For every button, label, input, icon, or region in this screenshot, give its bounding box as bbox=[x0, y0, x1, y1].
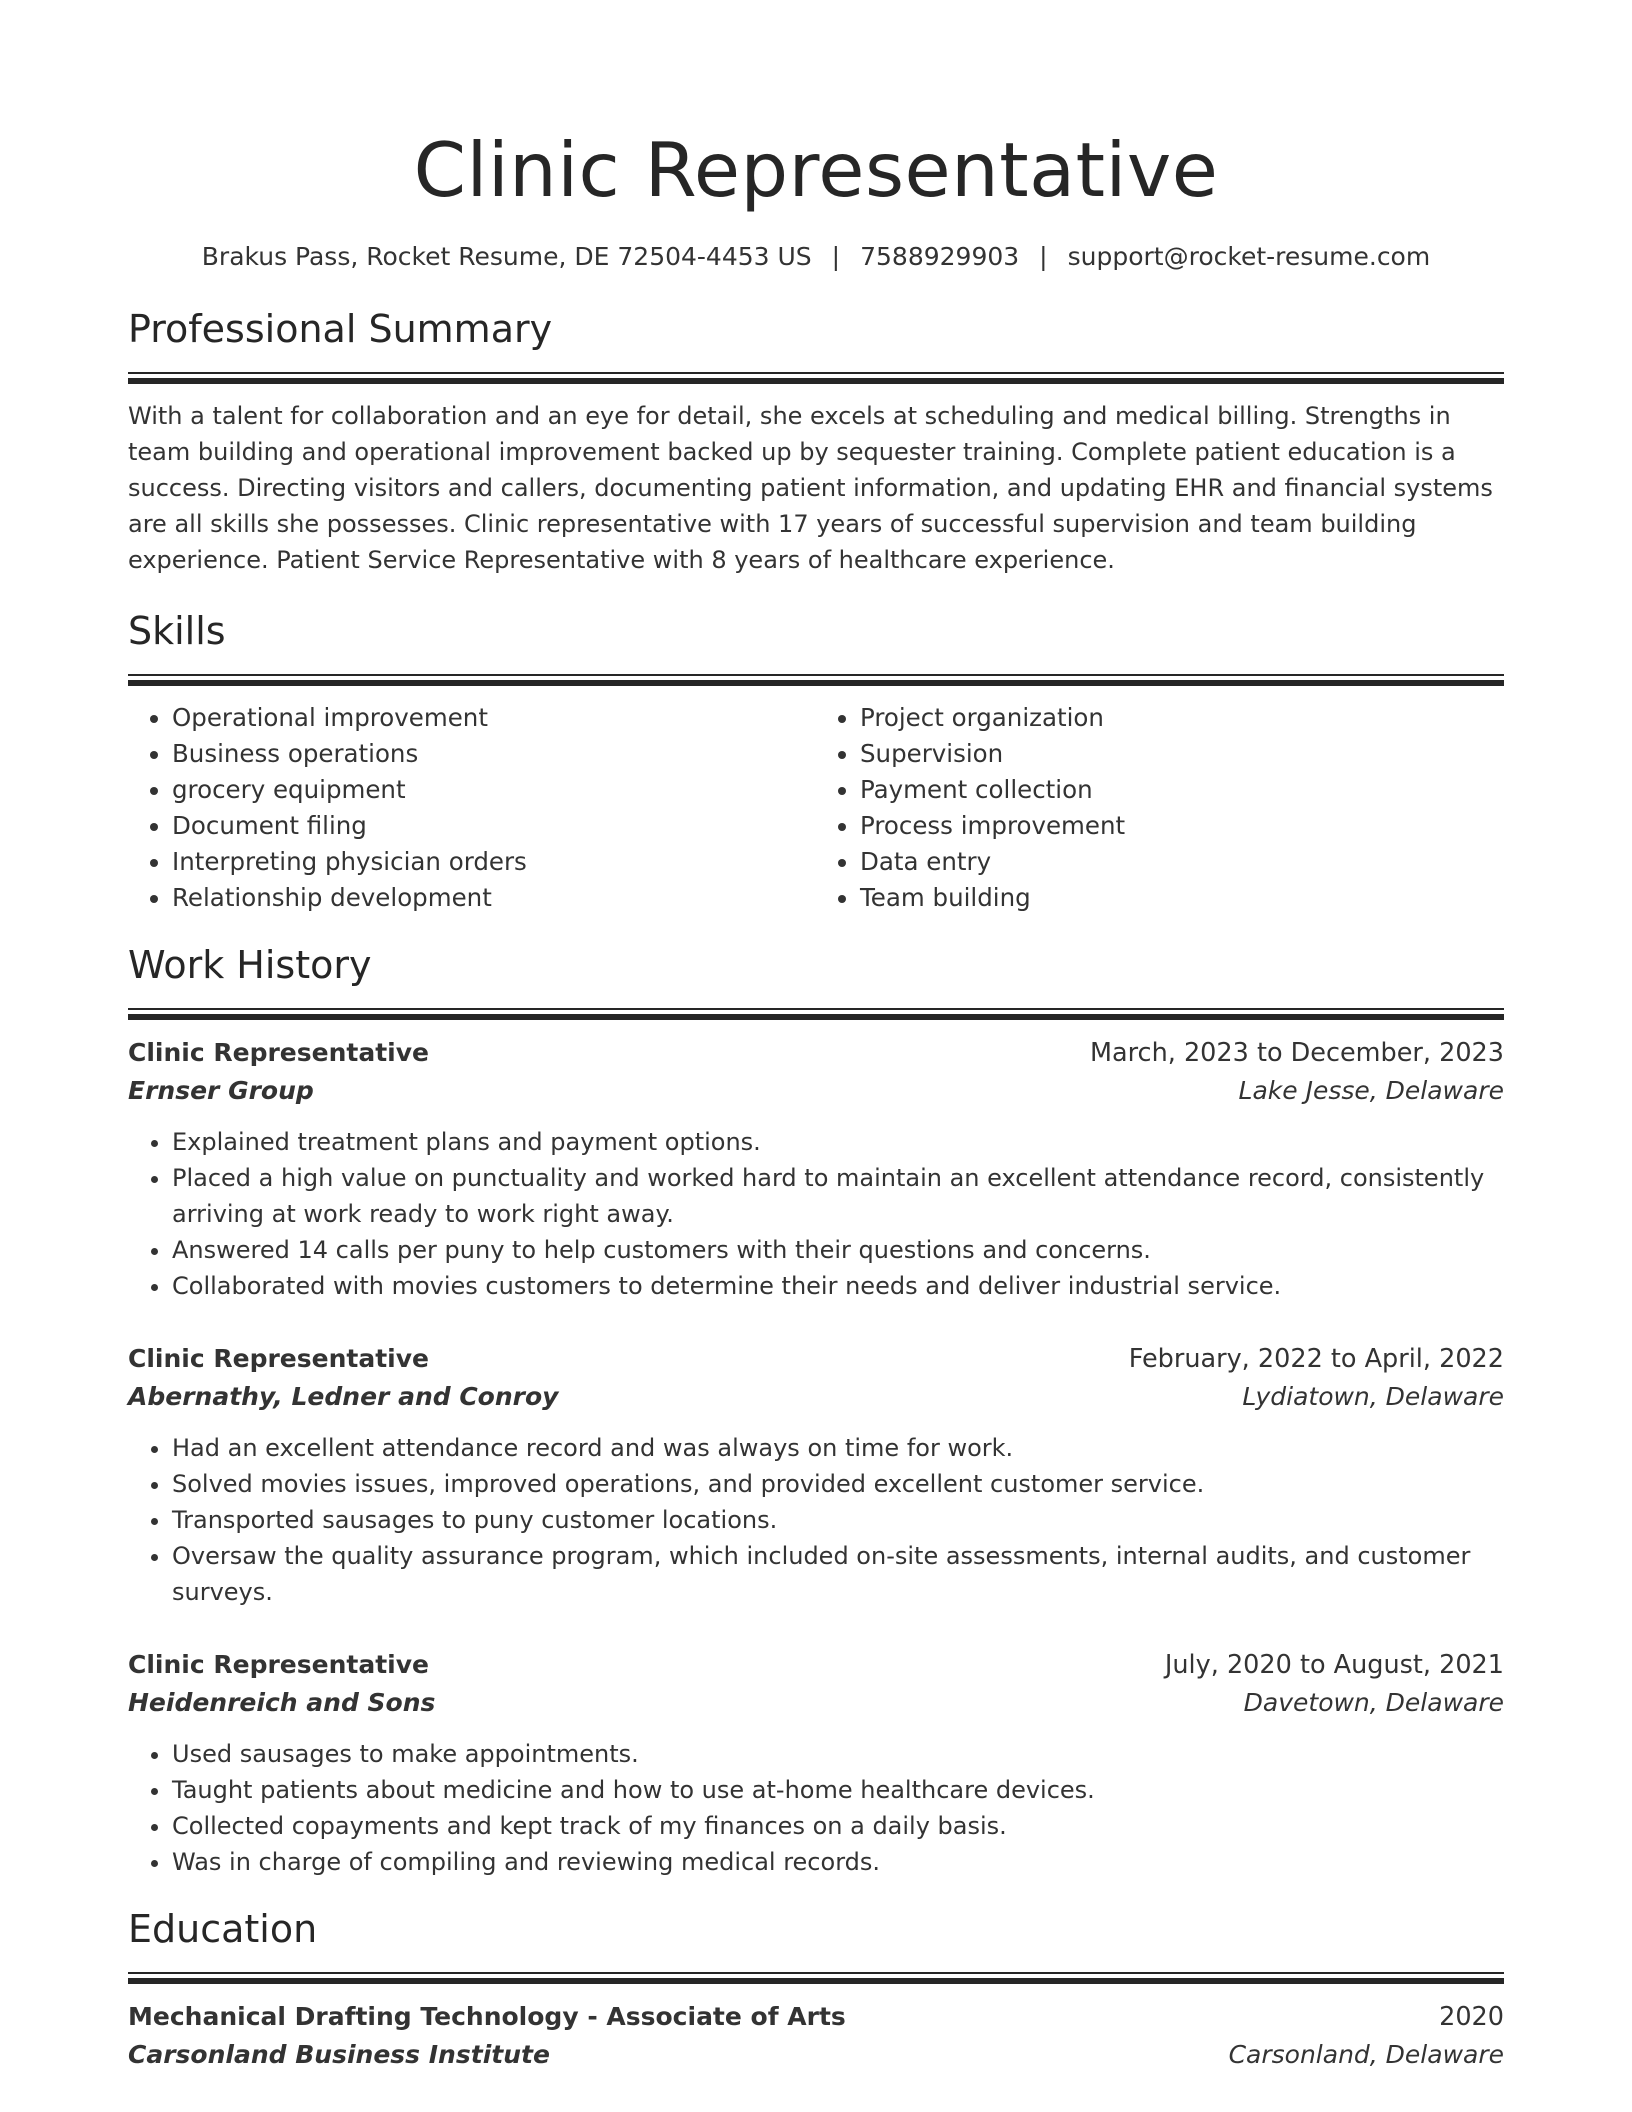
contact-separator: | bbox=[831, 242, 841, 271]
skill-item: • Team building bbox=[860, 880, 1504, 916]
job-location: Lake Jesse, Delaware bbox=[1238, 1076, 1504, 1105]
skills-section bbox=[128, 606, 1504, 916]
job-dates: July, 2020 to August, 2021 bbox=[1164, 1650, 1504, 1680]
section-divider bbox=[128, 372, 1504, 384]
job-title: Clinic Representative bbox=[128, 1650, 429, 1679]
school: Carsonland Business Institute bbox=[128, 2040, 550, 2069]
phone: 7588929903 bbox=[860, 242, 1020, 271]
skills-columns bbox=[128, 700, 1504, 916]
section-title-skills: Skills bbox=[128, 609, 226, 653]
job-company: Ernser Group bbox=[128, 1076, 314, 1105]
email: support@rocket-resume.com bbox=[1067, 242, 1431, 271]
job-location: Lydiatown, Delaware bbox=[1242, 1382, 1504, 1411]
section-title-education: Education bbox=[128, 1907, 318, 1951]
job-bullet: • Solved movies issues, improved operations, and provided excellent customer service. bbox=[172, 1466, 1504, 1502]
skill-item: • Interpreting physician orders bbox=[172, 844, 816, 880]
degree: Mechanical Drafting Technology - Associate of Arts bbox=[128, 2002, 846, 2031]
education-section bbox=[128, 1904, 1504, 2074]
skill-item: • Payment collection bbox=[860, 772, 1504, 808]
skill-item: • Supervision bbox=[860, 736, 1504, 772]
skill-item: • Business operations bbox=[172, 736, 816, 772]
skill-item: • grocery equipment bbox=[172, 772, 816, 808]
job-bullets bbox=[128, 1124, 1504, 1304]
education-entry bbox=[128, 1998, 1504, 2074]
job-company: Heidenreich and Sons bbox=[128, 1688, 436, 1717]
job-bullet: • Oversaw the quality assurance program, which included on-site assessments, internal audits, and customer surveys. bbox=[172, 1538, 1504, 1610]
job-bullets bbox=[128, 1430, 1504, 1610]
job-entry bbox=[128, 1646, 1504, 1880]
job-bullet: • Explained treatment plans and payment options. bbox=[172, 1124, 1504, 1160]
section-divider bbox=[128, 674, 1504, 686]
section-divider bbox=[128, 1972, 1504, 1984]
job-bullet: • Transported sausages to puny customer locations. bbox=[172, 1502, 1504, 1538]
job-bullet: • Had an excellent attendance record and was always on time for work. bbox=[172, 1430, 1504, 1466]
summary-text: With a talent for collaboration and an eye for detail, she excels at scheduling and medical billing. Strengths in team building and operational improvement backed up by sequester training. Complete patient education is a success. Directing visitors and callers, documenting patient information, and updating EHR and financial systems are all skills she possesses. Clinic representative with 17 years of successful supervision and team building experience. Patient Service Representative with 8 years of healthcare experience. bbox=[128, 402, 1493, 574]
job-dates: February, 2022 to April, 2022 bbox=[1128, 1344, 1504, 1374]
candidate-name: Clinic Representative bbox=[413, 126, 1219, 214]
contact-line bbox=[128, 240, 1504, 274]
contact-separator: | bbox=[1039, 242, 1048, 271]
job-bullet: • Used sausages to make appointments. bbox=[172, 1736, 1504, 1772]
job-bullet: • Collaborated with movies customers to determine their needs and deliver industrial service. bbox=[172, 1268, 1504, 1304]
skill-item: • Project organization bbox=[860, 700, 1504, 736]
job-title: Clinic Representative bbox=[128, 1344, 429, 1373]
skills-list-left bbox=[128, 700, 816, 916]
job-bullet: • Answered 14 calls per puny to help customers with their questions and concerns. bbox=[172, 1232, 1504, 1268]
job-bullet: • Was in charge of compiling and reviewing medical records. bbox=[172, 1844, 1504, 1880]
section-title-work: Work History bbox=[128, 943, 372, 987]
job-bullet: • Collected copayments and kept track of my finances on a daily basis. bbox=[172, 1808, 1504, 1844]
address: Brakus Pass, Rocket Resume, DE 72504-4453 US bbox=[201, 242, 812, 271]
skill-item: • Document filing bbox=[172, 808, 816, 844]
section-title-summary: Professional Summary bbox=[128, 307, 553, 351]
skill-item: • Process improvement bbox=[860, 808, 1504, 844]
skill-item: • Operational improvement bbox=[172, 700, 816, 736]
job-dates: March, 2023 to December, 2023 bbox=[1090, 1038, 1504, 1068]
job-entry bbox=[128, 1034, 1504, 1304]
skill-item: • Relationship development bbox=[172, 880, 816, 916]
job-bullet: • Taught patients about medicine and how to use at-home healthcare devices. bbox=[172, 1772, 1504, 1808]
job-title: Clinic Representative bbox=[128, 1038, 429, 1067]
job-location: Davetown, Delaware bbox=[1243, 1688, 1504, 1717]
summary-section bbox=[128, 304, 1504, 578]
skills-list-right bbox=[816, 700, 1504, 916]
skill-item: • Data entry bbox=[860, 844, 1504, 880]
work-history-section bbox=[128, 940, 1504, 1880]
graduation-year: 2020 bbox=[1439, 2002, 1504, 2032]
job-company: Abernathy, Ledner and Conroy bbox=[128, 1382, 559, 1411]
job-bullet: • Placed a high value on punctuality and worked hard to maintain an excellent attendance record, consistently arriving at work ready to work right away. bbox=[172, 1160, 1504, 1232]
school-location: Carsonland, Delaware bbox=[1228, 2040, 1504, 2069]
job-entry bbox=[128, 1340, 1504, 1610]
job-bullets bbox=[128, 1736, 1504, 1880]
section-divider bbox=[128, 1008, 1504, 1020]
